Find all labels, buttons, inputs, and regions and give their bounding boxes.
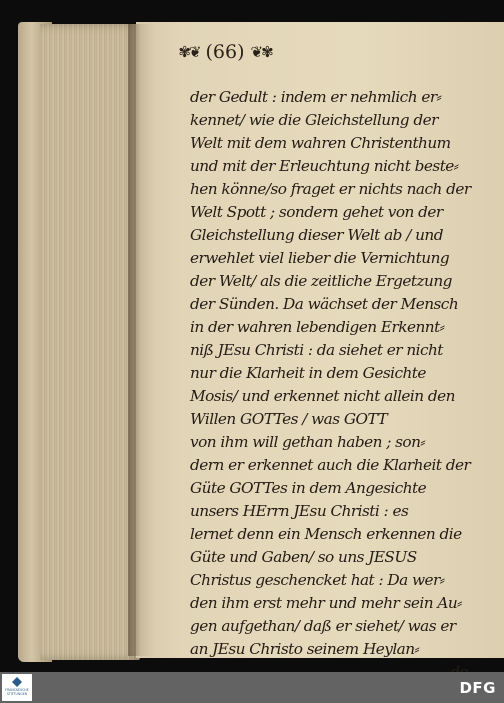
text-line: lernet denn ein Mensch erkennen die [190,525,462,543]
text-line: und mit der Erleuchtung nicht beste⸗ [190,157,459,175]
text-line: niß JEsu Christi : da siehet er nicht [190,341,443,359]
ornament-right-icon: ❦✾ [250,43,272,61]
text-line: in der wahren lebendigen Erkennt⸗ [190,318,445,336]
gutter-shadow [128,24,154,656]
text-line: der Gedult : indem er nehmlich er⸗ [190,88,442,106]
text-line: gen aufgethan/ daß er siehet/ was er [190,617,456,635]
text-line: Gleichstellung dieser Welt ab / und [190,226,443,244]
text-line: dern er erkennet auch die Klarheit der [190,456,471,474]
viewer-footer-bar [0,672,504,703]
text-line: der Sünden. Da wächset der Mensch [190,295,459,313]
text-line: nur die Klarheit in dem Gesichte [190,364,426,382]
text-line: hen könne/so fraget er nichts nach der [190,180,471,198]
text-line: Güte und Gaben/ so uns JESUS [190,548,417,566]
page-header [140,37,310,67]
text-line: kennet/ wie die Gleichstellung der [190,111,438,129]
ornament-left-icon: ✾❦ [178,43,200,61]
text-line: an JEsu Christo seinem Heylan⸗ [190,640,420,658]
text-line: Welt Spott ; sondern gehet von der [190,203,443,221]
text-line: unsers HErrn JEsu Christi : es [190,502,409,520]
body-text [190,86,500,684]
text-line: Welt mit dem wahren Christenthum [190,134,451,152]
text-line: der Welt/ als die zeitliche Ergetzung [190,272,452,290]
library-logo-text: FRANCKESCHE STIFTUNGEN [5,688,29,696]
dfg-logo[interactable]: DFG [459,679,496,697]
text-line: Willen GOTTes / was GOTT [190,410,388,428]
text-line: von ihm will gethan haben ; son⸗ [190,433,425,451]
text-line: den ihm erst mehr und mehr sein Au⸗ [190,594,462,612]
page-stack-edge [40,24,140,660]
text-line: Mosis/ und erkennet nicht allein den [190,387,455,405]
text-line: erwehlet viel lieber die Vernichtung [190,249,450,267]
text-line: Christus geschencket hat : Da wer⸗ [190,571,445,589]
library-emblem-icon [12,677,22,687]
text-line: Güte GOTTes in dem Angesichte [190,479,427,497]
page-number: (66) [205,41,245,63]
library-logo[interactable] [2,674,32,701]
